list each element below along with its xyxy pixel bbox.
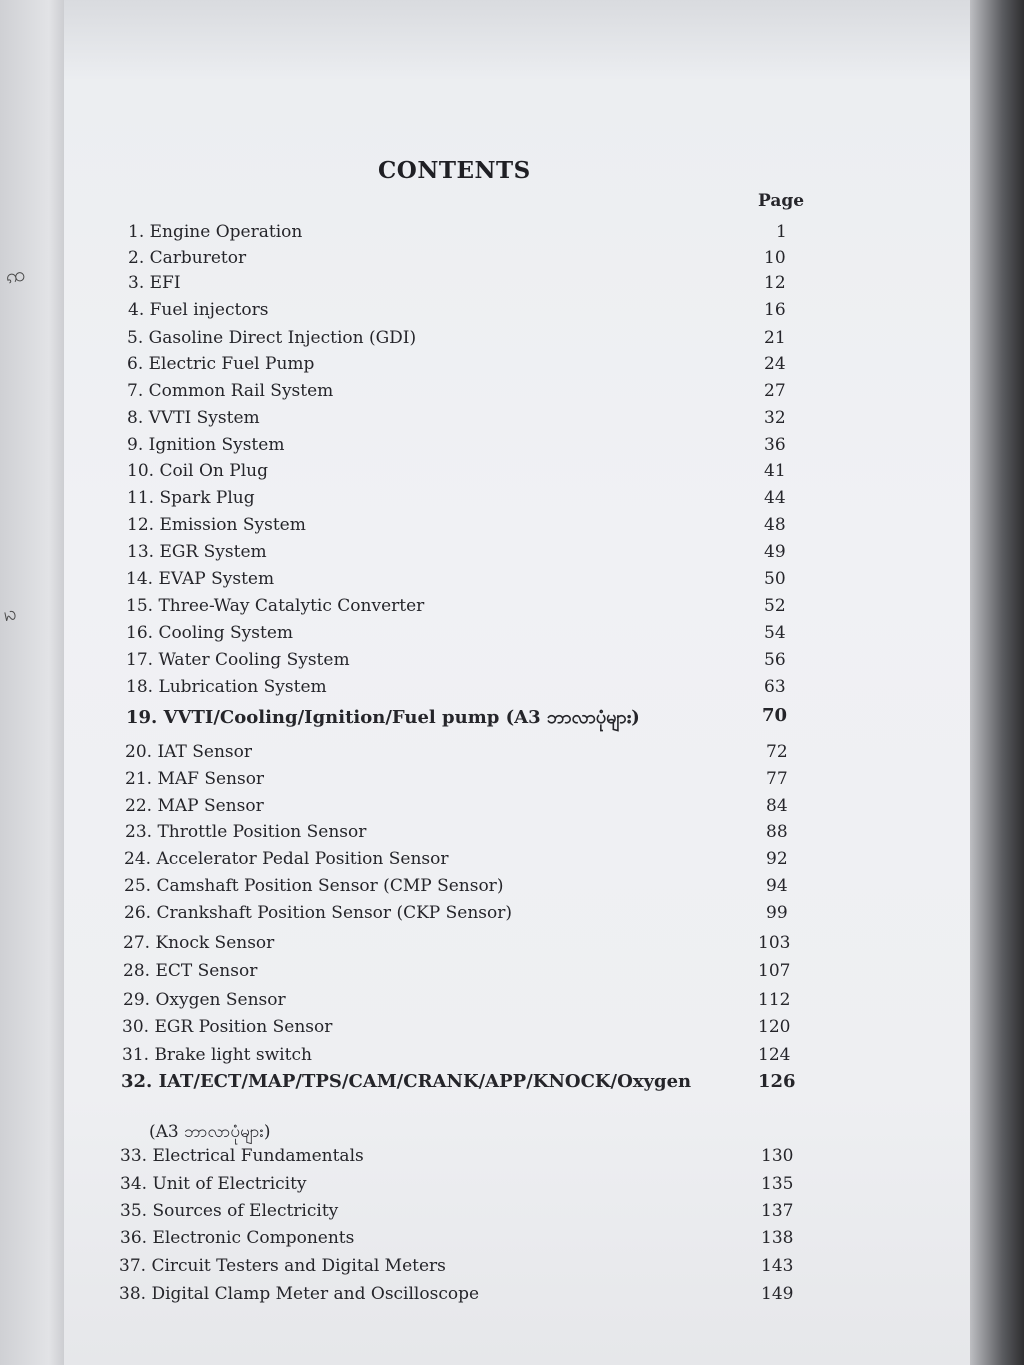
toc-entry-label: 1. Engine Operation [128,222,303,242]
toc-entry-label: 38. Digital Clamp Meter and Oscilloscope [119,1284,480,1304]
toc-entry-label: 20. IAT Sensor [125,742,252,762]
toc-entry-label: 31. Brake light switch [122,1045,312,1065]
toc-entry-label: 3. EFI [128,273,181,293]
toc-entry [0,488,900,514]
toc-entry-page: 12 [764,273,786,293]
toc-entry-page: 143 [761,1256,794,1276]
toc-entry-label: 16. Cooling System [126,623,294,643]
toc-entry-label: 36. Electronic Components [120,1228,355,1248]
toc-entry-label: 37. Circuit Testers and Digital Meters [119,1256,446,1276]
toc-entry-label: 18. Lubrication System [126,677,327,697]
toc-entry [0,623,900,649]
toc-entry [0,328,900,354]
toc-entry-label: 35. Sources of Electricity [120,1201,339,1221]
toc-entry [0,381,900,407]
toc-entry-page: 138 [761,1228,794,1248]
toc-entry-page: 1 [776,222,787,242]
toc-entry-page: 50 [764,569,786,589]
toc-entry-page: 48 [764,515,786,535]
toc-entry-page: 56 [764,650,786,670]
toc-entry [0,435,900,461]
toc-entry-label: 17. Water Cooling System [126,650,350,670]
toc-entry [0,1174,900,1200]
toc-entry-page: 77 [766,769,788,789]
toc-entry-page: 72 [766,742,788,762]
toc-entry [0,1256,900,1282]
toc-entry [0,990,900,1016]
toc-entry [0,515,900,541]
toc-entry [0,1017,900,1043]
toc-entry-label: 34. Unit of Electricity [120,1174,307,1194]
toc-entry-label: 8. VVTI System [127,408,260,428]
toc-entry-page: 92 [766,849,788,869]
toc-entry-label: 30. EGR Position Sensor [122,1017,333,1037]
toc-entry-label: 4. Fuel injectors [128,300,269,320]
toc-entry-page: 124 [758,1045,791,1065]
toc-entry-page: 149 [761,1284,794,1304]
toc-entry [0,1201,900,1227]
page-title: CONTENTS [378,157,531,184]
toc-entry [0,933,900,959]
toc-entry-page: 135 [761,1174,794,1194]
toc-entry-page: 112 [758,990,791,1010]
toc-entry-page: 94 [766,876,788,896]
toc-entry-label: 26. Crankshaft Position Sensor (CKP Sensor) [124,903,512,923]
toc-entry [0,1228,900,1254]
toc-entry-page: 41 [764,461,786,481]
toc-entry [0,796,900,822]
toc-entry-label: 24. Accelerator Pedal Position Sensor [124,849,449,869]
toc-entry-label: 2. Carburetor [128,248,247,268]
toc-entry-label: 15. Three-Way Catalytic Converter [126,596,425,616]
toc-entry [0,769,900,795]
toc-entry-page: 44 [764,488,786,508]
toc-entry-label: 27. Knock Sensor [123,933,275,953]
toc-entry-page: 70 [762,705,788,726]
toc-entry [0,461,900,487]
toc-entry-label: 29. Oxygen Sensor [123,990,286,1010]
toc-entry [0,822,900,848]
toc-entry [0,596,900,622]
toc-entry [0,273,900,299]
toc-entry-label: 5. Gasoline Direct Injection (GDI) [127,328,417,348]
toc-entry-page: 120 [758,1017,791,1037]
toc-entry [0,542,900,568]
toc-entry-page: 21 [764,328,786,348]
toc-entry-page: 49 [764,542,786,562]
toc-entry-label: 12. Emission System [127,515,306,535]
toc-entry [0,248,900,274]
toc-entry-label: 14. EVAP System [126,569,275,589]
toc-entry-label: 11. Spark Plug [127,488,255,508]
toc-entry-page: 10 [764,248,786,268]
toc-entry-page: 52 [764,596,786,616]
toc-entry [0,650,900,676]
toc-entry-page: 32 [764,408,786,428]
toc-entry [0,1284,900,1310]
toc-entry-label: 19. VVTI/Cooling/Ignition/Fuel pump (A3 ဘာလာပုံများ) [126,707,640,728]
toc-entry [0,1045,900,1071]
toc-entry-page: 84 [766,796,788,816]
toc-entry-page: 36 [764,435,786,455]
toc-entry [0,222,900,248]
toc-entry [0,705,900,731]
toc-entry-page: 130 [761,1146,794,1166]
toc-entry [0,1071,900,1097]
toc-entry-label: 13. EGR System [127,542,267,562]
page-column-header: Page [758,191,805,211]
toc-entry-page: 107 [758,961,791,981]
toc-entry [0,961,900,987]
toc-entry [0,408,900,434]
toc-entry-label: 28. ECT Sensor [123,961,258,981]
toc-entry [0,1146,900,1172]
toc-entry-page: 63 [764,677,786,697]
toc-entry-page: 54 [764,623,786,643]
toc-entry [0,300,900,326]
toc-entry-label: 21. MAF Sensor [125,769,265,789]
toc-entry-page: 137 [761,1201,794,1221]
toc-entry-page: 103 [758,933,791,953]
toc-entry-label: 9. Ignition System [127,435,285,455]
page-shadow [970,0,1024,1365]
toc-entry-label: 23. Throttle Position Sensor [125,822,367,842]
toc-entry-label: 10. Coil On Plug [127,461,268,481]
toc-entry-label: 22. MAP Sensor [125,796,264,816]
toc-entry [0,849,900,875]
toc-entry [0,876,900,902]
toc-entry-page: 24 [764,354,786,374]
toc-entry-page: 88 [766,822,788,842]
toc-entry-label: 7. Common Rail System [127,381,334,401]
toc-entry-page: 27 [764,381,786,401]
toc-entry-page: 16 [764,300,786,320]
toc-entry [0,569,900,595]
toc-entry-label: 6. Electric Fuel Pump [127,354,315,374]
toc-entry [0,742,900,768]
toc-entry-label: 32. IAT/ECT/MAP/TPS/CAM/CRANK/APP/KNOCK/Oxygen [121,1071,692,1092]
toc-entry [0,677,900,703]
margin-script-mark: ꩡ [3,261,28,289]
margin-script-mark: ꩢ [1,600,19,627]
toc-entry [0,903,900,929]
toc-entry [0,354,900,380]
toc-entry-label: 33. Electrical Fundamentals [120,1146,364,1166]
toc-entry-page: 99 [766,903,788,923]
toc-entry-continuation: (A3 ဘာလာပုံများ) [149,1122,271,1142]
toc-entry-label: 25. Camshaft Position Sensor (CMP Sensor) [124,876,504,896]
toc-entry-page: 126 [758,1071,796,1092]
